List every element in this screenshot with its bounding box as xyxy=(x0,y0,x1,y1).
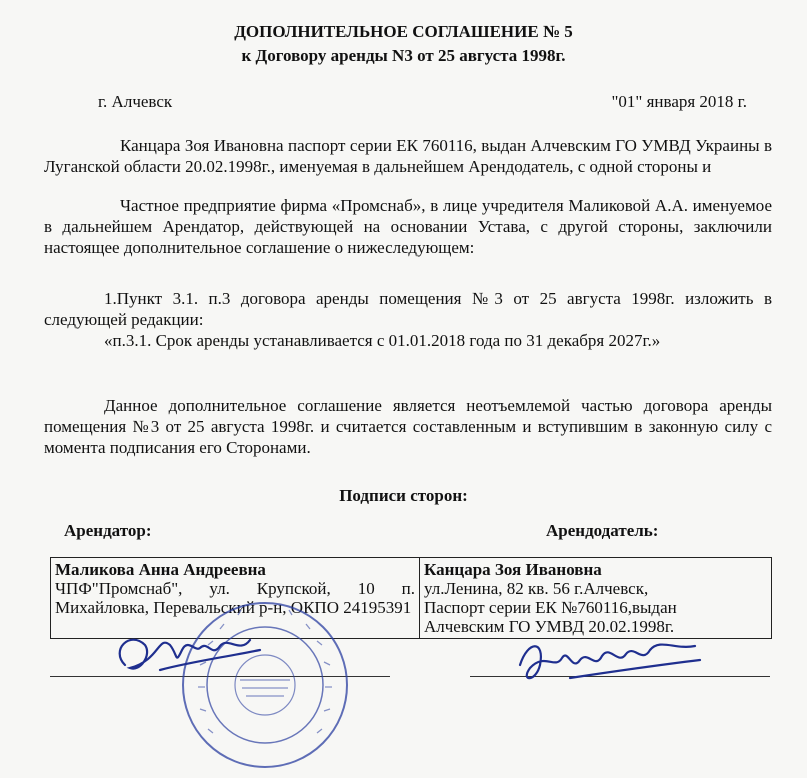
tenant-label: Арендатор: xyxy=(64,521,152,540)
document-subtitle: к Договору аренды N3 от 25 августа 1998г. xyxy=(241,46,566,65)
landlord-signature xyxy=(500,620,720,695)
paragraph-clause: 1.Пункт 3.1. п.3 договора аренды помещения №3 от 25 августа 1998г. изложить в следующей редакции: xyxy=(44,289,772,329)
place: г. Алчевск xyxy=(98,92,173,111)
date: "01" января 2018 г. xyxy=(611,92,747,111)
paragraph-landlord: Канцара Зоя Ивановна паспорт серии ЕК 760116, выдан Алчевским ГО УМВД Украины в Луганской области 20.02.1998г., именуемая в дальнейшем Арендодатель, с одной стороны и xyxy=(44,136,772,176)
tenant-signature xyxy=(100,610,270,690)
landlord-issued: Алчевским ГО УМВД 20.02.1998г. xyxy=(424,617,675,636)
tenant-details: ЧПФ"Промснаб", ул. Крупской, 10 п. Михайловка, Перевальский р-н, ОКПО 24195391 xyxy=(55,579,415,617)
landlord-address: ул.Ленина, 82 кв. 56 г.Алчевск, xyxy=(424,579,649,598)
paragraph-validity: Данное дополнительное соглашение является неотъемлемой частью договора аренды помещения №3 от 25 августа 1998г. и считается составленным и вступившим в законную силу с момента подписания его Сторонами. xyxy=(44,396,772,457)
paragraph-tenant: Частное предприятие фирма «Промснаб», в лице учредителя Маликовой А.А. именуемое в дальнейшем Арендатор, действующей на основании Устава, с другой стороны, заключили настоящее дополнительное соглашение о нижеследующем: xyxy=(44,196,772,257)
landlord-label: Арендодатель: xyxy=(546,521,659,540)
paragraph-new-term: «п.3.1. Срок аренды устанавливается с 01.01.2018 года по 31 декабря 2027г.» xyxy=(104,331,661,350)
landlord-name: Канцара Зоя Ивановна xyxy=(424,560,602,579)
landlord-passport: Паспорт серии ЕК №760116,выдан xyxy=(424,598,677,617)
signatures-heading: Подписи сторон: xyxy=(339,486,468,505)
document-title: ДОПОЛНИТЕЛЬНОЕ СОГЛАШЕНИЕ № 5 xyxy=(234,22,573,41)
tenant-name: Маликова Анна Андреевна xyxy=(55,560,266,579)
